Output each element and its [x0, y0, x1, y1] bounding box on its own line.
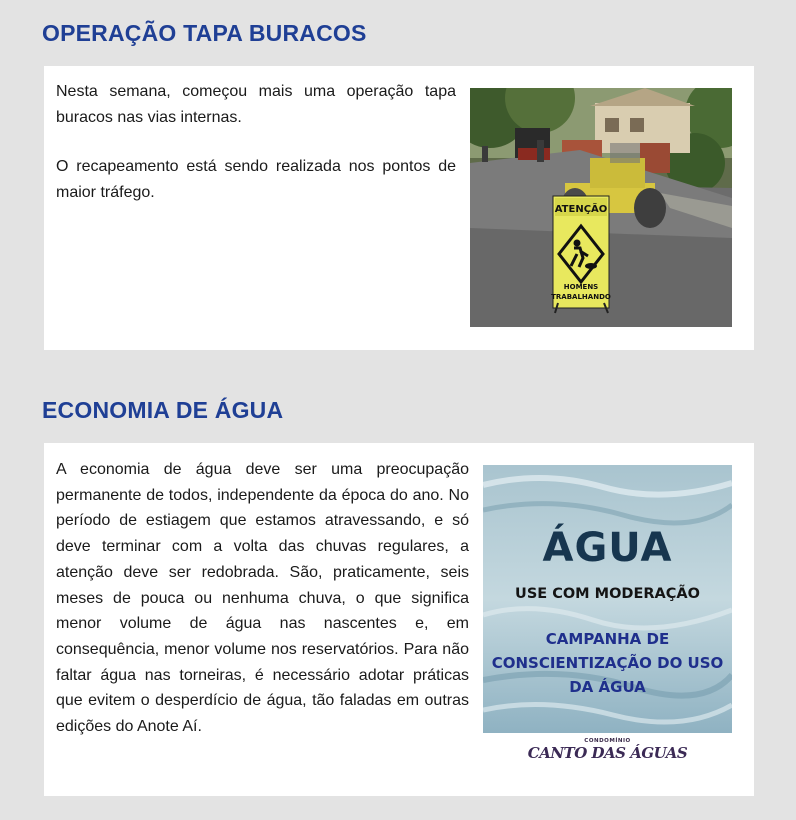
water-background [483, 465, 732, 733]
logo-main-text: CANTO DAS ÁGUAS [527, 744, 688, 762]
logo-small-text: CONDOMÍNIO [584, 738, 631, 744]
article-card-operacao [44, 66, 754, 350]
paragraph: O recapeamento está sendo realizada nos pontos de maior tráfego. [56, 158, 456, 202]
article-card-economia [44, 443, 754, 796]
poster-campaign: CAMPANHA DE CONSCIENTIZAÇÃO DO USO DA ÁGUA [491, 630, 724, 696]
road-repair-photo [470, 88, 732, 327]
poster-subline: USE COM MODERAÇÃO [515, 586, 700, 602]
water-campaign-poster [483, 465, 732, 775]
section-title-operacao: OPERAÇÃO TAPA BURACOS [42, 20, 367, 46]
section-title-economia: ECONOMIA DE ÁGUA [42, 397, 284, 423]
article-text-economia [56, 457, 469, 740]
sign-bottom-text-1: HOMENS [563, 283, 599, 291]
sign-top-text: ATENÇÃO [554, 204, 608, 215]
article-text-operacao [56, 79, 456, 206]
condominio-logo [483, 735, 732, 775]
poster-headline: ÁGUA [542, 525, 673, 571]
paragraph: A economia de água deve ser uma preocupação permanente de todos, independente da época do ano. No período de estiagem que estamos atravessando, e só deve terminar com a volta das chuvas regulares, a atenção deve ser redobrada. São, praticamente, seis meses de pouca ou nenhuma chuva, o que significa menor volume de água nas nascentes e, em consequência, menor volume nos reservatórios. Para não faltar água nas torneiras, é necessário adotar práticas que evitem o desperdício de água, tão faladas em outras edições do Anote Aí. [56, 461, 469, 736]
sign-bottom-text-2: TRABALHANDO [551, 293, 611, 301]
paragraph: Nesta semana, começou mais uma operação tapa buracos nas vias internas. [56, 83, 456, 126]
